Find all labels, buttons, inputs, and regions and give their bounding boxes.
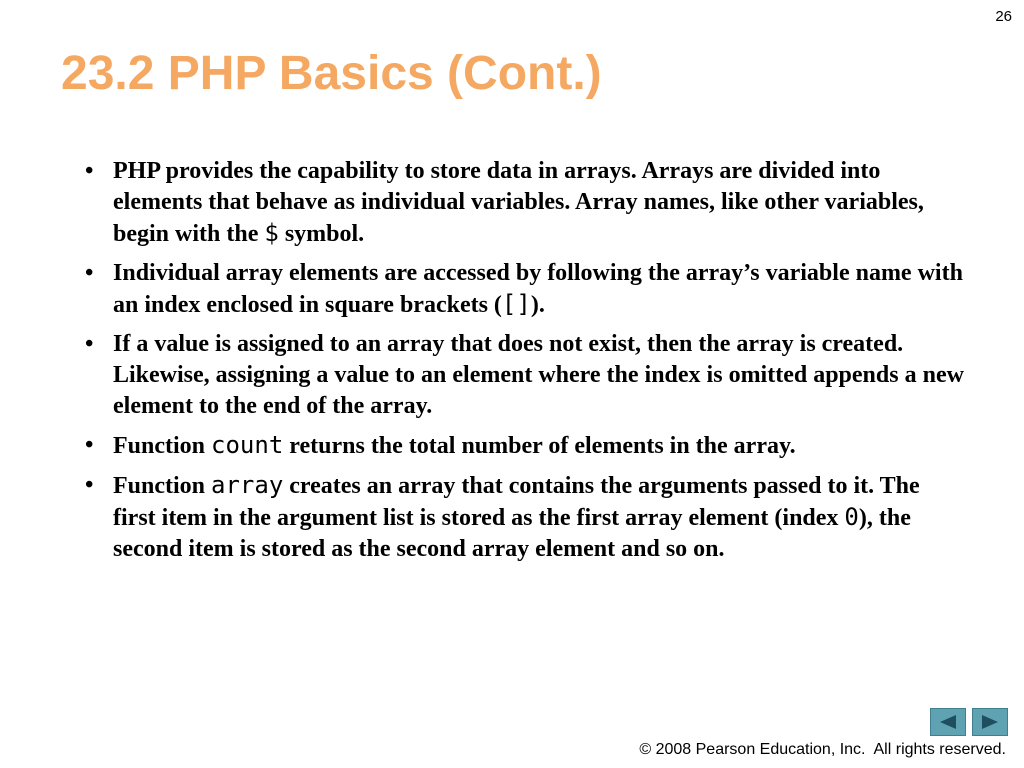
bullet-text: creates an array that contains the arguments passed to it. The first item in the argument list is stored as the first array element (index	[113, 473, 920, 531]
bullet-marker: •	[85, 331, 94, 357]
bullet-marker: •	[85, 260, 94, 286]
slide-title: 23.2 PHP Basics (Cont.)	[61, 47, 602, 100]
bullet-item	[85, 329, 965, 422]
code-text: []	[501, 290, 531, 318]
triangle-right-icon	[980, 714, 1000, 730]
bullet-text: If a value is assigned to an array that does not exist, then the array is created. Likewise, assigning a value to an element where the index is omitted appends a new element to the end of the array.	[113, 331, 964, 419]
bullet-item	[85, 430, 965, 462]
bullet-item	[85, 258, 965, 321]
bullet-text: Function	[113, 473, 212, 499]
bullet-text: Function	[113, 433, 212, 459]
previous-slide-button[interactable]	[930, 708, 966, 736]
triangle-left-icon	[938, 714, 958, 730]
bullet-text: returns the total number of elements in the array.	[283, 433, 796, 459]
bullet-text: ).	[530, 292, 545, 318]
code-text: array	[211, 471, 284, 499]
bullet-marker: •	[85, 158, 94, 184]
next-slide-button[interactable]	[972, 708, 1008, 736]
bullet-text: Individual array elements are accessed by following the array’s variable name with an index enclosed in square brackets (	[113, 260, 963, 318]
code-text: count	[211, 431, 284, 459]
bullet-marker: •	[85, 432, 94, 458]
bullet-marker: •	[85, 472, 94, 498]
code-text: $	[264, 219, 279, 247]
bullet-item	[85, 470, 965, 565]
copyright-notice: © 2008 Pearson Education, Inc. All rights reserved.	[639, 741, 1006, 758]
bullet-item	[85, 156, 965, 250]
bullet-list	[85, 156, 965, 573]
bullet-text: ), the second item is stored as the second array element and so on.	[113, 505, 911, 562]
code-text: 0	[844, 503, 859, 531]
page-number: 26	[995, 8, 1012, 25]
bullet-text: symbol.	[278, 221, 365, 247]
bullet-text: PHP provides the capability to store data in arrays. Arrays are divided into elements that behave as individual variables. Array names, like other variables, begin with the	[113, 158, 924, 247]
slide-navigation	[930, 708, 1008, 736]
